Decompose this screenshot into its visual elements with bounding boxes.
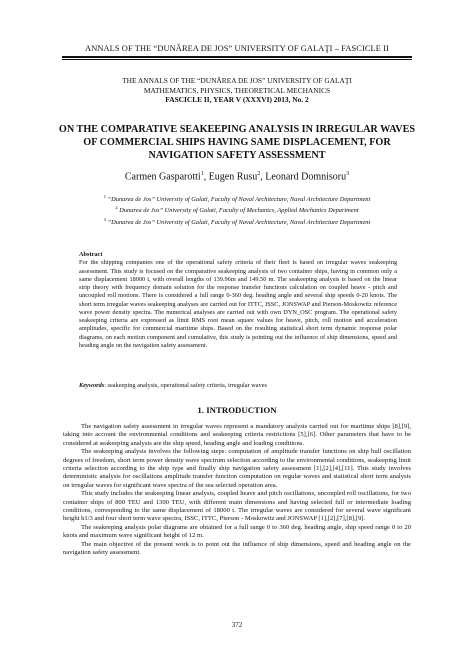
affiliation-sup: 2 — [115, 205, 118, 211]
paragraph: This study includes the seakeeping linear analysis, coupled heave and pitch oscillations, uncoupled roll oscillations, for two container ships of 800 TEU and 1300 TEU, with different main dimensions and having selected full or intermediate loading conditions, corresponding to the same displacement of 18000 t. The irregular waves are considered for several wave significant height h1/3 and four short term wave spectra, ISSC, ITTC, Pierson - Moskowitz and JONSWAP [1],[2],[7],[8],[9]. — [63, 490, 411, 523]
affiliation-text: “Dunarea de Jos” University of Galati, Faculty of Naval Architecture, Naval Architecture Department — [107, 196, 371, 204]
author-sup: 1 — [200, 171, 204, 177]
paragraph: The seakeeping analysis involves the following steps: computation of amplitude transfer functions on ship hull oscillation degrees of freedom, short term power density wave spectrum selection according to the environmental conditions, seakeeping limit criteria selection according to the ship type and finally ship navigation safety assessment [1],[2],[4],[11]. This study involves deterministic analysis for oscillations amplitude transfer function computation on regular waves and statistical short term analysis on irregular waves for significant wave spectra of the sea selected operation area. — [63, 448, 411, 489]
author-separator: , — [260, 171, 266, 183]
affiliations — [60, 193, 414, 227]
abstract-heading: Abstract — [79, 251, 103, 258]
journal-line-3: FASCICLE II, YEAR V (XXXVI) 2013, No. 2 — [165, 95, 309, 105]
keywords — [79, 382, 397, 390]
introduction-body — [63, 423, 411, 558]
paragraph: The main objective of the present work is to point out the influence of ship dimensions, speed and heading angle on the navigation safety assessment. — [63, 540, 411, 557]
paragraph: The navigation safety assessment in irregular waves represent a mandatory analysis carried out for maritime ships [8],[9], taking into account the environmental conditions and seakeeping criteria restrictions [5],[6]. Other parameters that have to be considered at seakeeping analysis are the ship speed, heading angle and loading conditions. — [63, 423, 411, 447]
paragraph: The seakeeping analysis polar diagrams are obtained for a full range 0 to 360 deg. heading angle, ship speed range 0 to 20 knots and maximum wave significant height of 12 m. — [63, 523, 411, 540]
author-separator: , — [203, 171, 209, 183]
header-rule-thin — [62, 59, 412, 60]
affiliation-text: “Dunarea de Jos” University of Galati, Faculty of Naval Architecture, Naval Architecture Department — [107, 218, 371, 226]
abstract-text: For the shipping companies one of the operational safety criteria of their fleet is based on irregular waves seakeeping assessment. This study is focused on the comparative seakeeping analysis of two container ships, having in common only a same displacement 18000 t, with overall lengths of 139.96m and 149.50 m. The seakeeping analysis is based on the linear strip theory with frequency domain solution for the response transfer functions calculation on coupled heave - pitch and uncoupled roll motions. There is considered a full range 0-360 deg. heading angle and several ship speeds 0-20 knots. The short term irregular waves seakeeping analyses are carried out for ITTC, ISSC, JONSWAP and Pierson-Moskowitz reference wave power density spectra. The numerical analyses are carried out with own DYN_OSC program. The operational safety seakeeping criteria are expressed as limit RMS root mean square values for heave, pitch, roll motion and acceleration amplitudes, specific for commercial maritime ships. Based on the resulting statistical short term dynamic response polar diagrams, on each motion component and cumulative, this study is pointing out the influence of ship dimensions, speed and heading angle on the navigation safety assessment. — [79, 259, 397, 349]
journal-block — [60, 76, 414, 105]
author-name: Leonard Domnisoru — [265, 171, 347, 183]
affiliation — [60, 204, 414, 215]
abstract — [79, 251, 397, 350]
affiliation-sup: 1 — [103, 194, 106, 199]
journal-line-2: MATHEMATICS, PHYSICS, THEORETICAL MECHANICS — [143, 85, 331, 95]
author-name: Eugen Rusu — [208, 171, 258, 183]
affiliation — [60, 216, 414, 227]
journal-line-1: THE ANNALS OF THE “DUNĂREA DE JOS” UNIVERSITY OF GALAŢI — [122, 76, 352, 85]
section-heading: 1. INTRODUCTION — [197, 405, 277, 415]
author-sup: 3 — [346, 171, 350, 177]
header-rule-thick — [62, 56, 412, 58]
author-list — [0, 171, 474, 182]
affiliation-text: Dunarea de Jos” University of Galati, Faculty of Mechanics, Applied Mechanics Department — [119, 207, 359, 215]
author-name: Carmen Gasparotti — [124, 171, 201, 183]
author-sup: 2 — [257, 171, 261, 177]
page-number: 372 — [231, 621, 243, 629]
keywords-label: Keywords — [79, 382, 105, 389]
affiliation-sup: 3 — [103, 216, 106, 222]
running-head: ANNALS OF THE “DUNĂREA DE JOS” UNIVERSITY OF GALAŢI – FASCICLE II — [85, 44, 389, 53]
affiliation — [60, 193, 414, 204]
keywords-text: : seakeeping analysis, operational safety criteria, irregular waves — [104, 382, 267, 389]
paper-title: ON THE COMPARATIVE SEAKEEPING ANALYSIS IN IRREGULAR WAVES OF COMMERCIAL SHIPS HAVING SAME DISPLACEMENT, FOR NAVIGATION SAFETY ASSESSMENT — [58, 124, 416, 161]
